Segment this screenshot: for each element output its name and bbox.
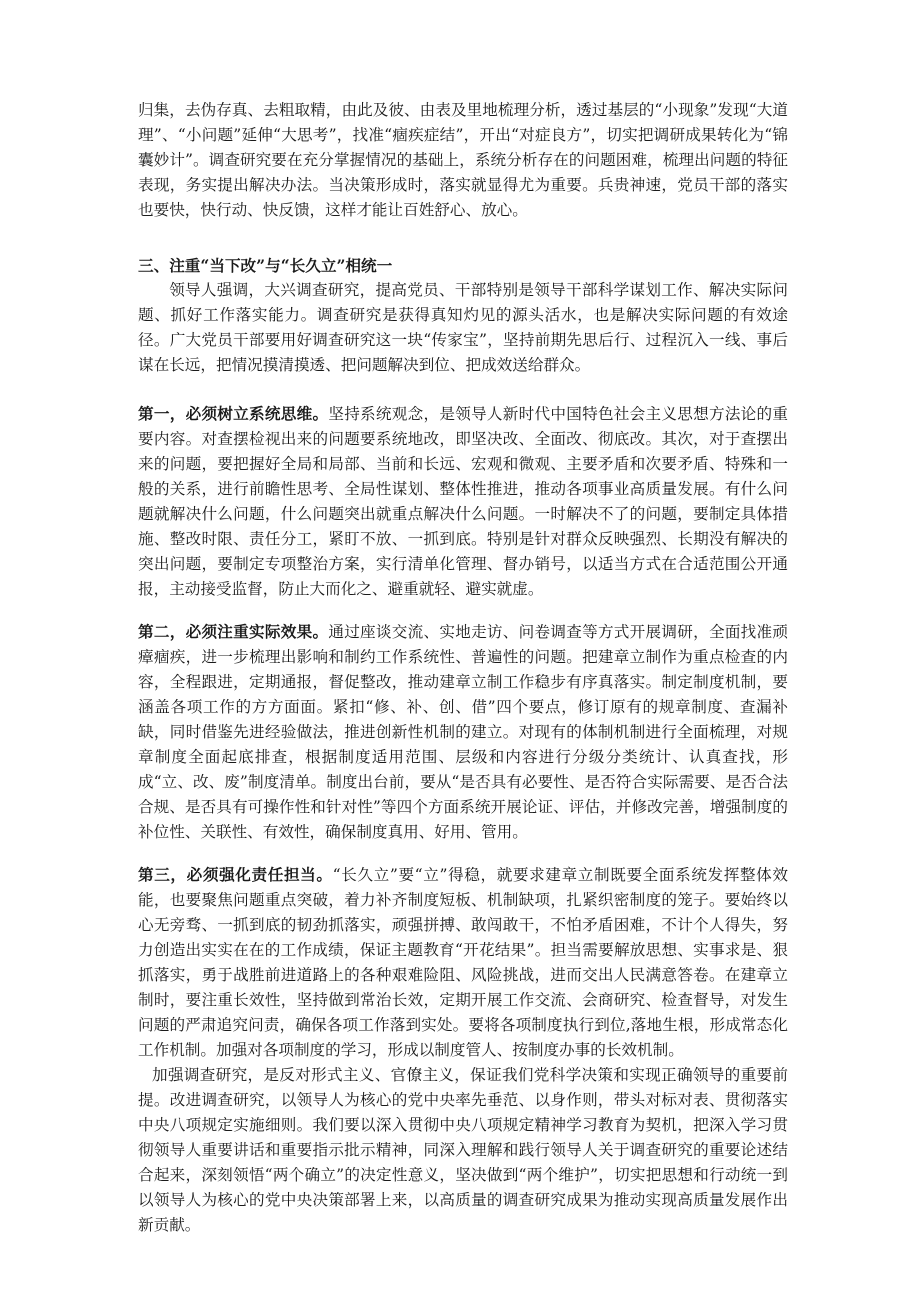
point-two-body: 通过座谈交流、实地走访、问卷调查等方式开展调研，全面找准顽瘴痼疾，进一步梳理出影响和制约工作系统性、普遍性的问题。把建章立制作为重点检查的内容，全程跟进，定期通报，督促整改，推动建章立制工作稳步有序真落实。制定制度机制，要涵盖各项工作的方方面面。紧扣“修、补、创、借”四个要点，修订原有的规章制度、查漏补缺，同时借鉴先进经验做法，推进创新性机制的建立。对现有的体制机制进行全面梳理，对规章制度全面起底排查，根据制度适用范围、层级和内容进行分级分类统计、认真查找，形成“立、改、废”制度清单。制度出台前，要从“是否具有必要性、是否符合实际需要、是否合法合规、是否具有可操作性和针对性”等四个方面系统开展论证、评估，并修改完善，增强制度的补位性、关联性、有效性，确保制度真用、好用、管用。 <box>138 623 788 841</box>
point-two-lead: 第二，必须注重实际效果。 <box>138 622 329 641</box>
continuation-paragraph <box>138 98 788 223</box>
paragraph-text <box>138 401 788 602</box>
section-three-heading: 三、注重“当下改”与“长久立”相统一 <box>138 256 393 275</box>
point-three-paragraph <box>138 862 788 1238</box>
point-three-lead: 第三，必须强化责任担当。 <box>138 865 333 884</box>
section-three <box>138 253 788 378</box>
point-one-body: 坚持系统观念，是领导人新时代中国特色社会主义思想方法论的重要内容。对查摆检视出来的问题要系统地改，即坚决改、全面改、彻底改。其次，对于查摆出来的问题，要把握好全局和局部、当前和长远、宏观和微观、主要矛盾和次要矛盾、特殊和一般的关系，进行前瞻性思考、全局性谋划、整体性推进，推动各项事业高质量发展。有什么问题就解决什么问题，什么问题突出就重点解决什么问题。一时解决不了的问题，要制定具体措施、整改时限、责任分工，紧盯不放、一抓到底。特别是针对群众反映强烈、长期没有解决的突出问题，要制定专项整治方案，实行清单化管理、督办销号，以适当方式在合适范围公开通报，主动接受监督，防止大而化之、避重就轻、避实就虚。 <box>138 405 788 598</box>
point-one-paragraph <box>138 401 788 602</box>
point-two-paragraph <box>138 619 788 845</box>
point-one-lead: 第一，必须树立系统思维。 <box>138 404 329 423</box>
section-three-intro: 领导人强调，大兴调查研究，提高党员、干部特别是领导干部科学谋划工作、解决实际问题、抓好工作落实能力。调查研究是获得真知灼见的源头活水，也是解决实际问题的有效途径。广大党员干部要用好调查研究这一块“传家宝”，坚持前期先思后行、过程沉入一线、事后谋在长远，把情况摸清摸透、把问题解决到位、把成效送给群众。 <box>138 281 788 374</box>
point-three-body: “长久立”要“立”得稳，就要求建章立制既要全面系统发挥整体效能，也要聚焦问题重点突破，着力补齐制度短板、机制缺项，扎紧织密制度的笼子。要始终以心无旁骛、一抓到底的韧劲抓落实，顽强拼搏、敢闯敢干，不怕矛盾困难，不计个人得失，努力创造出实实在在的工作成绩，保证主题教育“开花结果”。担当需要解放思想、实事求是、狠抓落实，勇于战胜前进道路上的各种艰难险阻、风险挑战，进而交出人民满意答卷。在建章立制时，要注重长效性，坚持做到常治长效，定期开展工作交流、会商研究、检查督导，对发生问题的严肃追究问责，确保各项工作落到实处。要将各项制度执行到位,落地生根，形成常态化工作机制。加强对各项制度的学习，形成以制度管人、按制度办事的长效机制。 <box>138 866 788 1059</box>
paragraph-text <box>138 862 788 1063</box>
paragraph-text: 归集，去伪存真、去粗取精，由此及彼、由表及里地梳理分析，透过基层的“小现象”发现“大道理”、“小问题”延伸“大思考”，找准“痼疾症结”，开出“对症良方”，切实把调研成果转化为“锦囊妙计”。调查研究要在充分掌握情况的基础上，系统分析存在的问题困难，梳理出问题的特征表现，务实提出解决办法。当决策形成时，落实就显得尤为重要。兵贵神速，党员干部的落实也要快，快行动、快反馈，这样才能让百姓舒心、放心。 <box>138 101 788 219</box>
paragraph-text <box>138 619 788 845</box>
closing-paragraph: 加强调查研究，是反对形式主义、官僚主义，保证我们党科学决策和实现正确领导的重要前提。改进调查研究，以领导人为核心的党中央率先垂范、以身作则，带头对标对表、贯彻落实中央八项规定实施细则。我们要以深入贯彻中央八项规定精神学习教育为契机，把深入学习贯彻领导人重要讲话和重要指示批示精神，同深入理解和践行领导人关于调查研究的重要论述结合起来，深刻领悟“两个确立”的决定性意义，坚决做到“两个维护”，切实把思想和行动统一到以领导人为核心的党中央决策部署上来，以高质量的调查研究成果为推动实现高质量发展作出新贡献。 <box>138 1066 788 1234</box>
